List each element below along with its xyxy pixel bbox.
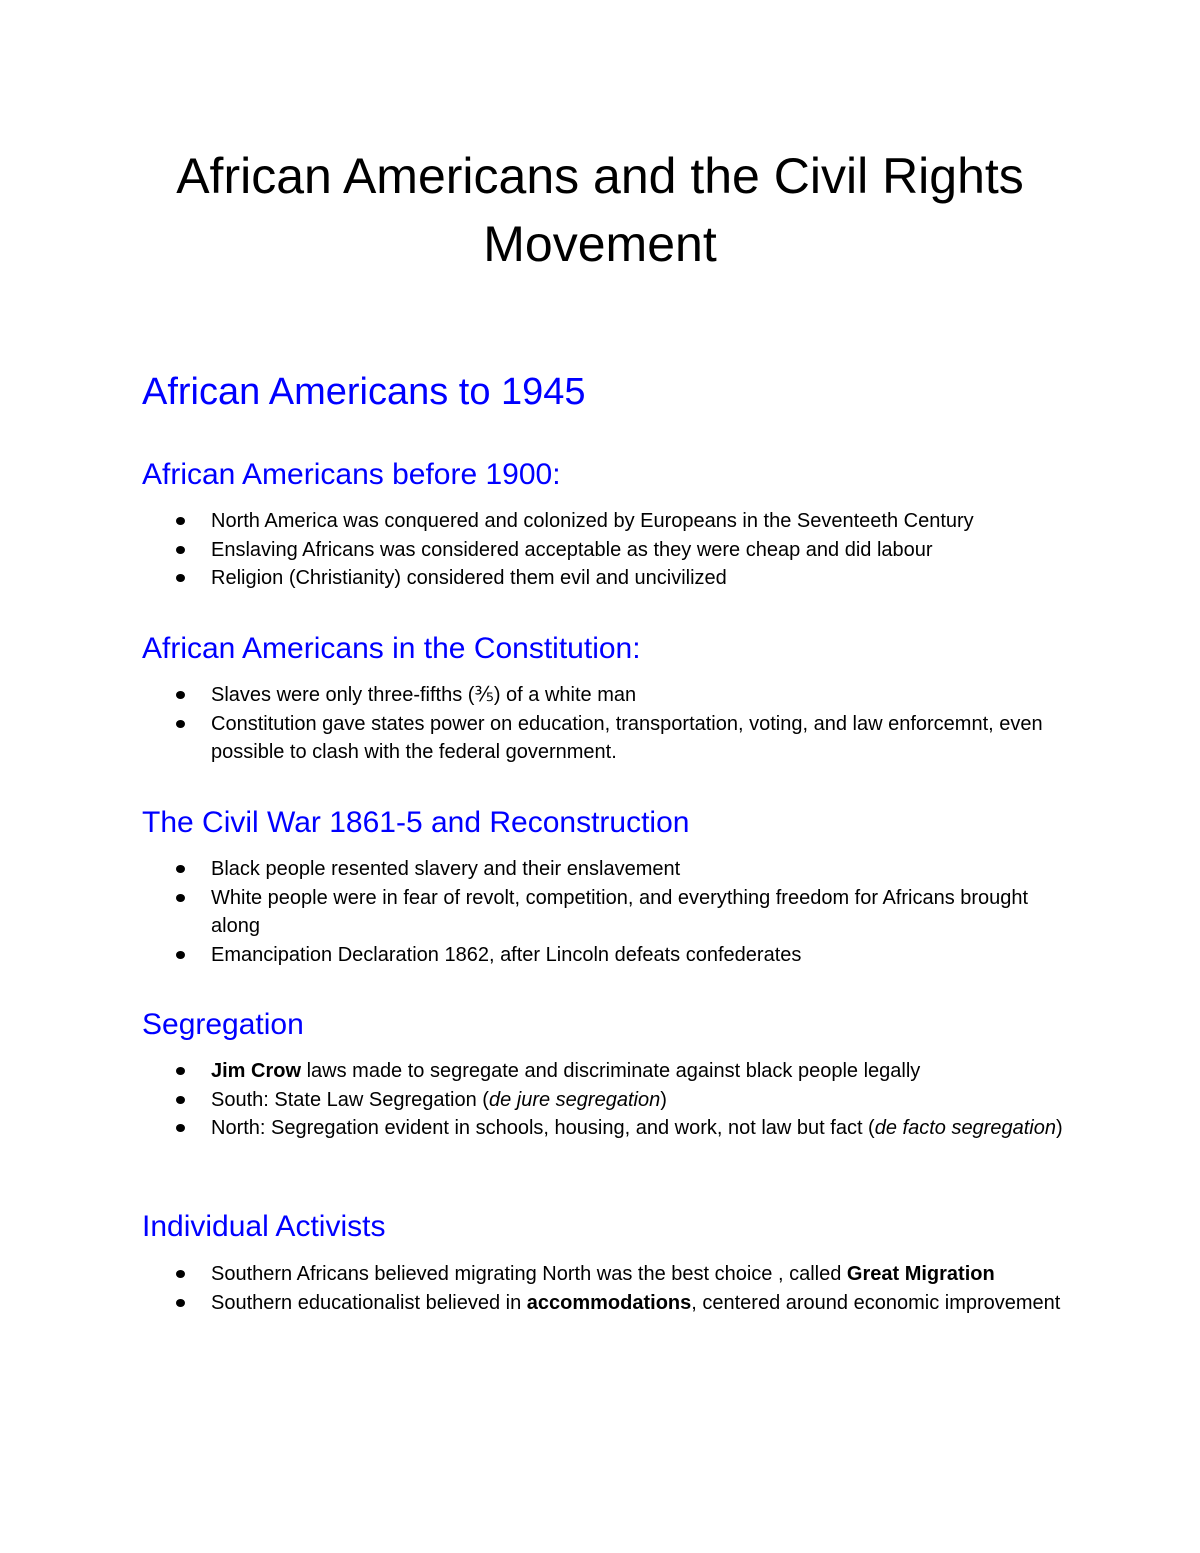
bullet-list [142,507,1072,593]
bullet-icon [176,517,185,525]
list-item-text: Black people resented slavery and their enslavement [211,858,681,880]
list-item [142,884,1072,941]
bullet-icon [176,691,185,699]
bullet-icon [176,865,185,873]
list-item-text: Slaves were only three-fifths (⅗) of a white man [211,684,637,706]
subsection-heading: African Americans before 1900: [142,458,561,491]
subsection-heading: Segregation [142,1008,304,1041]
list-item [142,710,1072,767]
list-item-text: laws made to segregate and discriminate against black people legally [301,1060,921,1082]
bullet-icon [176,951,185,959]
list-item-text-after: , centered around economic improvement [691,1291,1061,1314]
list-item [142,855,1072,884]
list-item [142,1086,1072,1115]
section-heading: African Americans to 1945 [142,371,586,413]
document-title: African Americans and the Civil Rights Movement [176,148,1024,272]
list-item-text: White people were in fear of revolt, competition, and everything freedom for Africans brought along [211,886,1029,937]
bullet-icon [176,574,185,582]
list-item-text: Emancipation Declaration 1862, after Lincoln defeats confederates [211,943,802,966]
list-item-text: North: Segregation evident in schools, housing, and work, not law but fact ( [211,1117,875,1139]
list-item [142,536,1072,565]
bullet-icon [176,1299,185,1307]
list-item [142,507,1072,536]
list-item-text: Religion (Christianity) considered them evil and uncivilized [211,567,727,589]
list-item [142,1114,1072,1143]
subsection-heading: Individual Activists [142,1210,386,1243]
italic-term: de facto segregation [874,1117,1056,1139]
bullet-icon [176,894,185,902]
list-item [142,564,1072,593]
bullet-icon [176,546,185,554]
list-item-text: Southern Africans believed migrating North was the best choice , called [211,1263,847,1285]
list-item-text: Constitution gave states power on education, transportation, voting, and law enforcemnt, even possible to clash with the federal government. [211,712,1043,763]
bold-term: Jim Crow [211,1060,302,1082]
bullet-icon [176,1067,185,1075]
italic-term: de jure segregation [488,1088,661,1111]
list-item-text-after: ) [1055,1117,1063,1139]
list-item [142,1260,1072,1289]
list-item-text: Southern educationalist believed in [211,1291,527,1314]
bullet-icon [176,1270,185,1278]
bullet-list [142,1057,1072,1143]
bullet-list [142,1260,1072,1317]
subsection-heading: The Civil War 1861-5 and Reconstruction [142,806,690,839]
bold-term: accommodations [526,1291,692,1314]
list-item-text: Enslaving Africans was considered acceptable as they were cheap and did labour [211,538,933,561]
bold-term: Great Migration [846,1263,995,1285]
list-item [142,1289,1072,1318]
list-item-text-after: ) [660,1088,667,1111]
list-item-text: South: State Law Segregation ( [211,1088,489,1111]
bullet-list [142,681,1072,767]
list-item [142,681,1072,710]
list-item-text: North America was conquered and colonized by Europeans in the Seventeeth Century [211,510,974,532]
list-item [142,941,1072,970]
bullet-list [142,855,1072,969]
subsection-heading: African Americans in the Constitution: [142,632,641,665]
list-item [142,1057,1072,1086]
bullet-icon [176,1124,185,1132]
bullet-icon [176,1096,185,1104]
bullet-icon [176,720,185,728]
